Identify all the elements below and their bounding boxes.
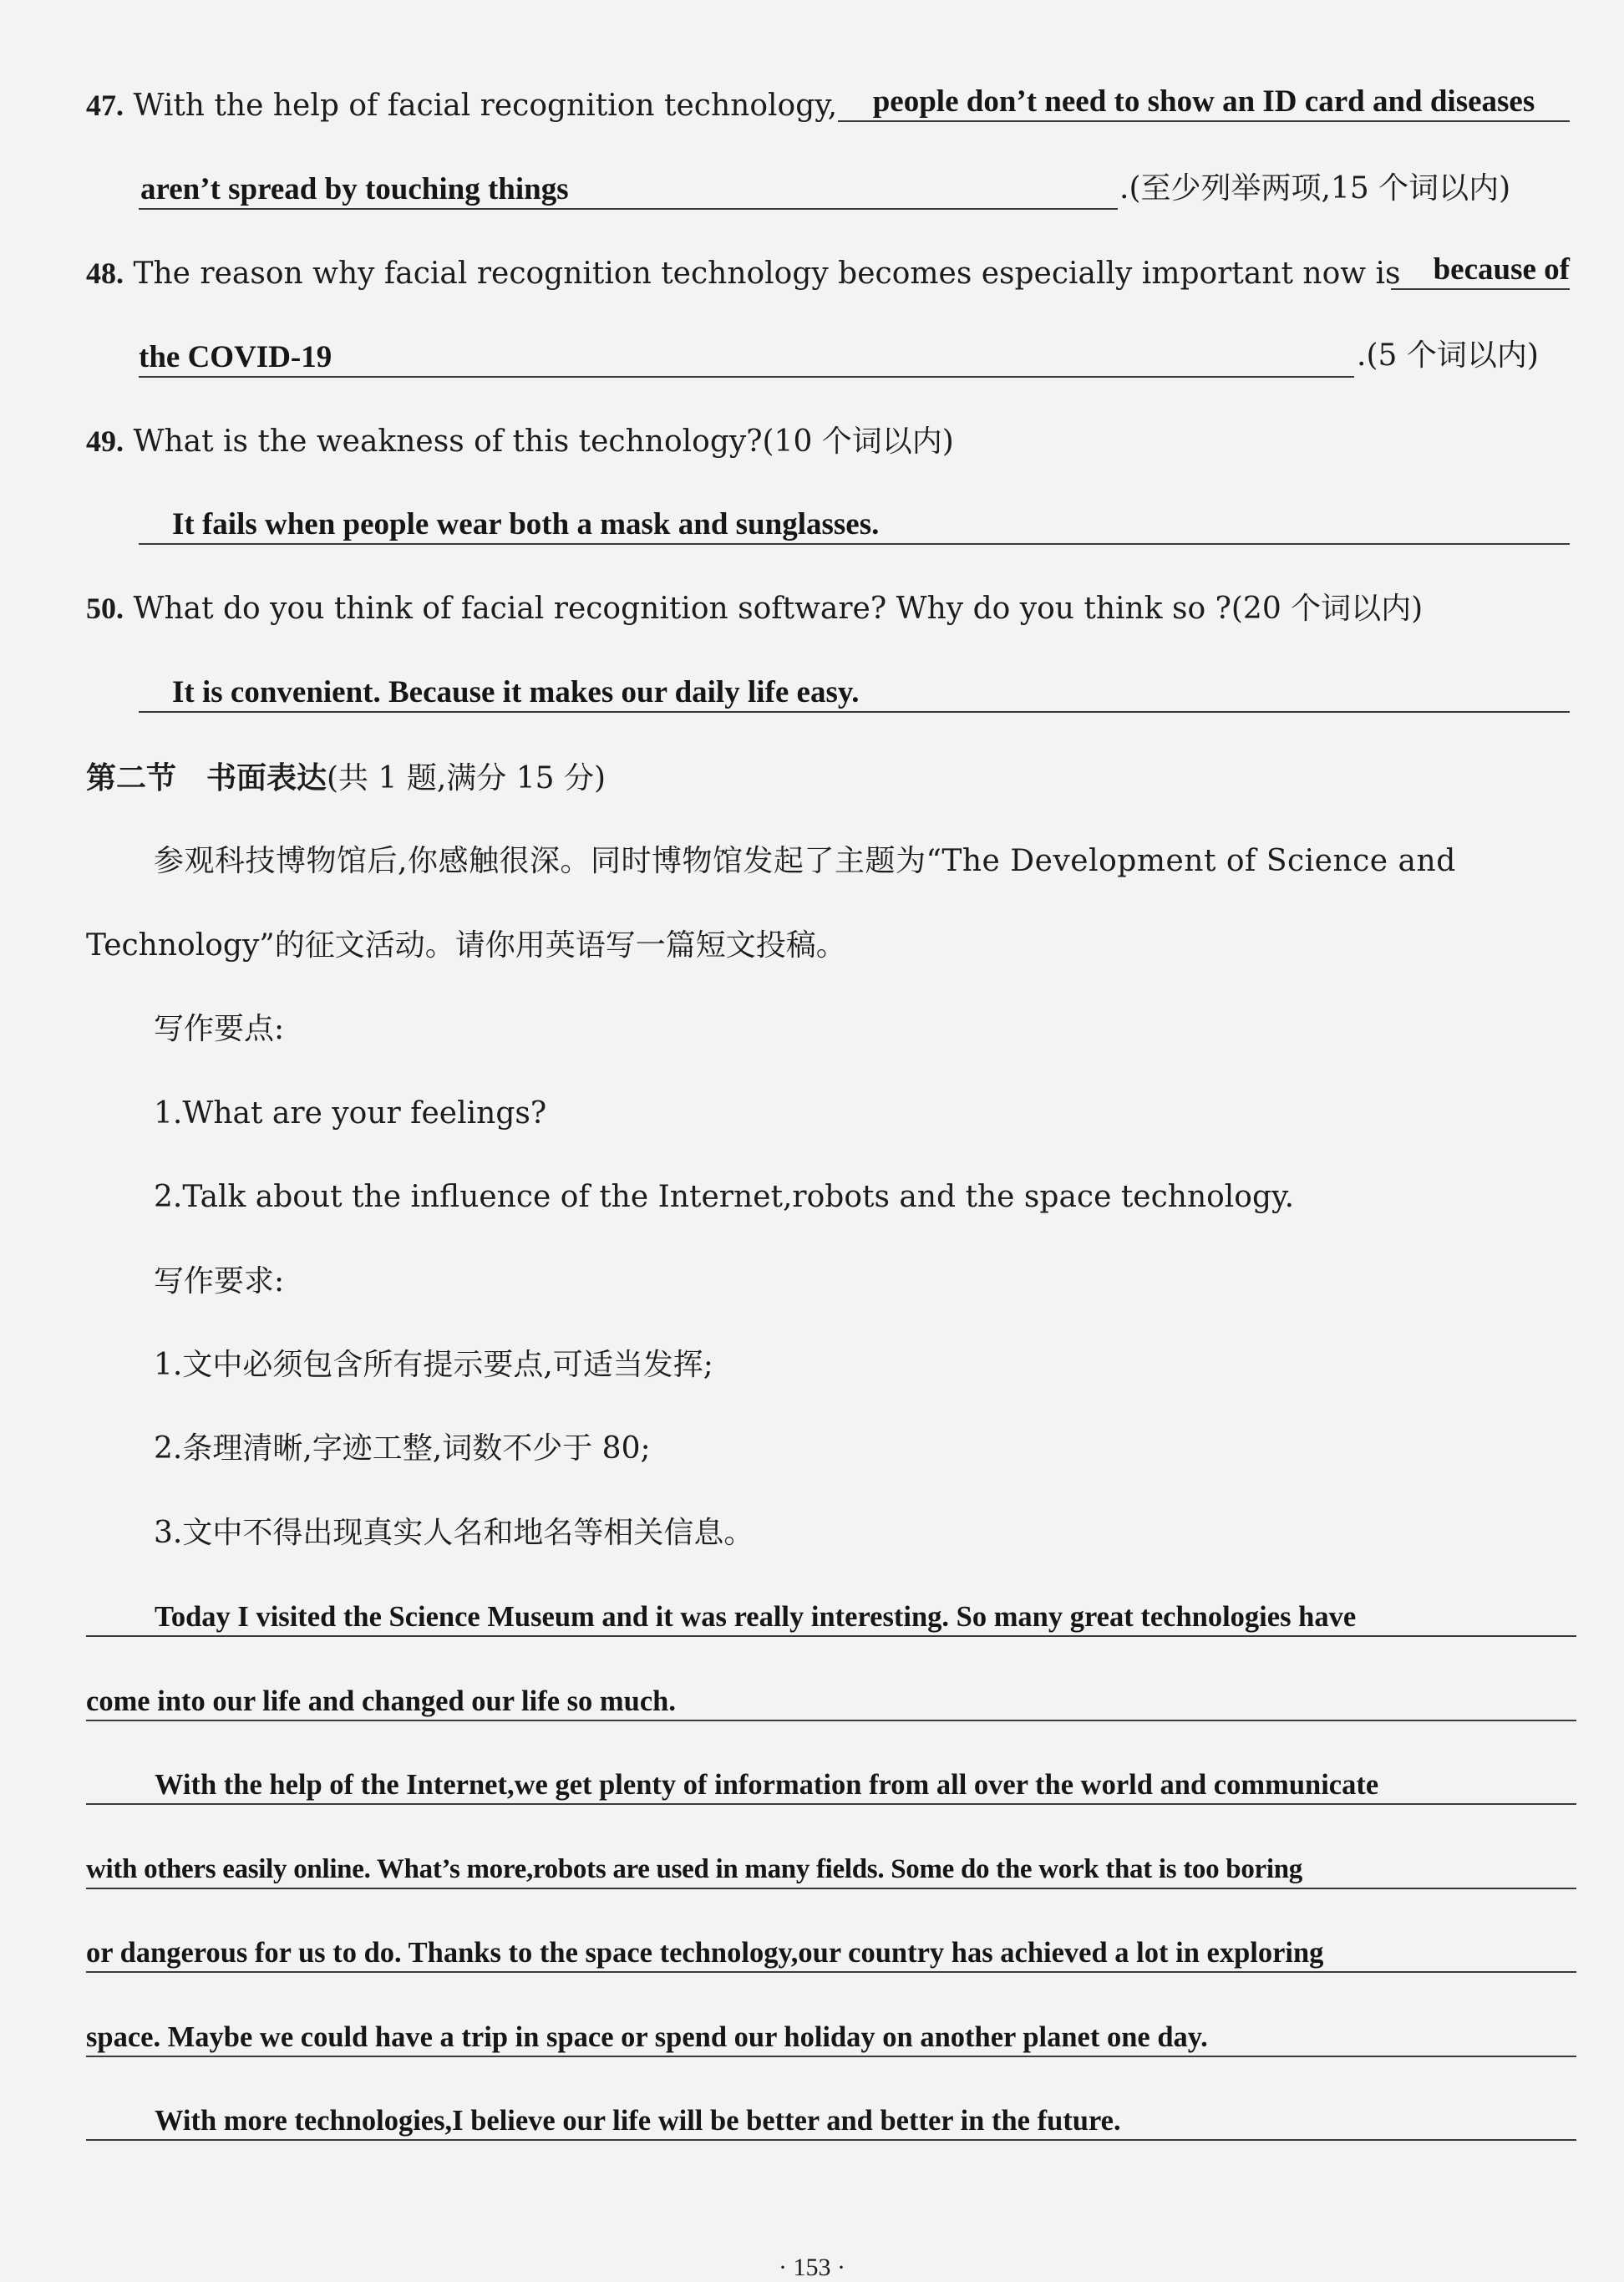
question-prompt: The reason why facial recognition technology becomes especially important now is <box>133 257 1401 291</box>
essay-line: Today I visited the Science Museum and it was really interesting. So many great technologies have <box>86 1598 1576 1637</box>
question-prompt: With the help of facial recognition technology, <box>133 89 838 123</box>
answer-line <box>139 506 1570 545</box>
essay-line: With more technologies,I believe our life will be better and better in the future. <box>86 2102 1576 2141</box>
essay-line: With the help of the Internet,we get plenty of information from all over the world and communicate <box>86 1766 1576 1805</box>
answer-text: because of <box>1433 252 1570 287</box>
essay-line: with others easily online. What’s more,robots are used in many fields. Some do the work that is too boring <box>86 1851 1576 1889</box>
section-title: 第二节 书面表达 <box>86 760 327 795</box>
answer-text: It is convenient. Because it makes our daily life easy. <box>172 675 860 709</box>
answer-text: aren’t spread by touching things <box>140 172 569 206</box>
essay-line: come into our life and changed our life so much. <box>86 1683 1576 1721</box>
question-47 <box>86 87 837 125</box>
question-number: 49. <box>86 424 124 458</box>
question-note: .(至少列举两项,15 个词以内) <box>1119 171 1511 206</box>
answer-text: the COVID-19 <box>139 340 332 374</box>
answer-line <box>838 84 1570 122</box>
prompt-intro: 参观科技博物馆后,你感触很深。同时博物馆发起了主题为“The Development of Science and <box>154 844 1456 878</box>
question-prompt: What do you think of facial recognition software? Why do you think so ?(20 个词以内) <box>133 592 1424 626</box>
requirements-title: 写作要求: <box>154 1264 285 1299</box>
answer-line <box>139 171 1118 210</box>
question-49 <box>86 423 954 460</box>
page-number: · 153 · <box>779 2254 845 2281</box>
question-number: 50. <box>86 592 124 625</box>
question-number: 47. <box>86 89 124 122</box>
question-number: 48. <box>86 257 124 290</box>
question-48 <box>86 255 1401 292</box>
requirement: 1.文中必须包含所有提示要点,可适当发挥; <box>154 1348 713 1382</box>
answer-text: people don’t need to show an ID card and diseases <box>872 84 1535 119</box>
requirement: 3.文中不得出现真实人名和地名等相关信息。 <box>154 1516 754 1550</box>
essay-line: or dangerous for us to do. Thanks to the space technology,our country has achieved a lot in exploring <box>86 1934 1576 1973</box>
section-note: (共 1 题,满分 15 分) <box>327 761 606 795</box>
section-heading <box>86 760 606 797</box>
writing-point: 1.What are your feelings? <box>154 1096 547 1131</box>
writing-point: 2.Talk about the influence of the Internet,robots and the space technology. <box>154 1180 1295 1214</box>
answer-line <box>139 339 1354 378</box>
answer-text: It fails when people wear both a mask and sunglasses. <box>172 507 880 541</box>
question-prompt: What is the weakness of this technology?(10 个词以内) <box>133 424 954 459</box>
requirement: 2.条理清晰,字迹工整,词数不少于 80; <box>154 1431 651 1466</box>
answer-line <box>1391 252 1570 290</box>
prompt-intro: Technology”的征文活动。请你用英语写一篇短文投稿。 <box>86 928 846 963</box>
question-50 <box>86 590 1423 628</box>
essay-line: space. Maybe we could have a trip in space or spend our holiday on another planet one day. <box>86 2019 1576 2057</box>
question-note: .(5 个词以内) <box>1357 338 1539 373</box>
points-title: 写作要点: <box>154 1012 285 1046</box>
answer-line <box>139 674 1570 713</box>
